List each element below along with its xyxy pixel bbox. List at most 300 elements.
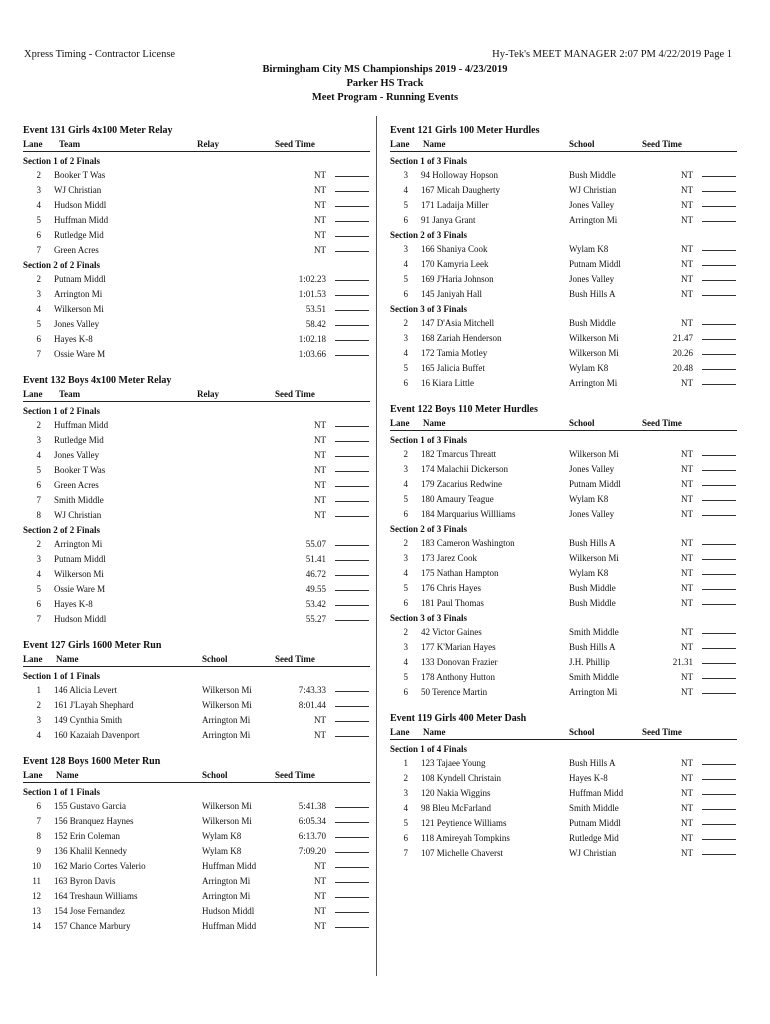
- result-line: [702, 213, 736, 222]
- entry-row: [23, 859, 370, 874]
- entry-row: [23, 493, 370, 508]
- athlete-name: 168 Zariah Henderson: [421, 333, 502, 343]
- lane-number: 5: [36, 319, 41, 329]
- school-name: Arrington Mi: [569, 378, 618, 388]
- seed-time: NT: [314, 215, 326, 225]
- school-name: Huffman Midd: [569, 788, 624, 798]
- entry-row: [390, 183, 737, 198]
- venue-title: Parker HS Track: [346, 78, 424, 89]
- school-header: School: [569, 418, 595, 428]
- name-header: Name: [423, 418, 446, 428]
- seed-time: 55.07: [305, 539, 326, 549]
- result-line: [702, 801, 736, 810]
- team-name: WJ Christian: [54, 185, 102, 195]
- result-line: [335, 478, 369, 487]
- seed-time: NT: [681, 244, 693, 254]
- lane-number: 4: [36, 200, 41, 210]
- seed-time: 7:43.33: [298, 685, 326, 695]
- seed-time: 21.31: [672, 657, 693, 667]
- entry-row: [23, 814, 370, 829]
- left-column: [23, 124, 370, 946]
- athlete-name: 98 Bleu McFarland: [421, 803, 491, 813]
- team-name: Arrington Mi: [54, 539, 103, 549]
- lane-number: 3: [36, 554, 41, 564]
- school-name: Arrington Mi: [569, 215, 618, 225]
- entry-row: [390, 771, 737, 786]
- entry-row: [23, 463, 370, 478]
- result-line: [702, 566, 736, 575]
- athlete-name: 108 Kyndell Christain: [421, 773, 501, 783]
- school-name: Smith Middle: [569, 803, 619, 813]
- team-name: Smith Middle: [54, 495, 104, 505]
- lane-number: 3: [403, 788, 408, 798]
- lane-number: 3: [36, 289, 41, 299]
- athlete-name: 164 Treshaun Williams: [54, 891, 138, 901]
- column-header: [390, 726, 737, 740]
- entry-row: [23, 508, 370, 523]
- entry-row: [23, 448, 370, 463]
- team-name: Jones Valley: [54, 319, 100, 329]
- athlete-name: 170 Kamyria Leek: [421, 259, 489, 269]
- athlete-name: 160 Kazaiah Davenport: [54, 730, 140, 740]
- school-header: School: [569, 139, 595, 149]
- result-line: [335, 814, 369, 823]
- lane-number: 4: [403, 185, 408, 195]
- entry-row: [390, 492, 737, 507]
- license-label: Xpress Timing - Contractor License: [24, 49, 176, 60]
- school-name: Bush Middle: [569, 583, 616, 593]
- result-line: [702, 242, 736, 251]
- entry-row: [23, 698, 370, 713]
- school-name: Wilkerson Mi: [569, 553, 619, 563]
- lane-number: 4: [403, 348, 408, 358]
- seed-time-header: Seed Time: [275, 389, 315, 399]
- entry-row: [23, 567, 370, 582]
- lane-number: 6: [36, 334, 41, 344]
- result-line: [702, 477, 736, 486]
- entry-row: [390, 168, 737, 183]
- school-name: Smith Middle: [569, 627, 619, 637]
- school-name: Rutledge Mid: [569, 833, 619, 843]
- entry-row: [390, 447, 737, 462]
- seed-time: NT: [314, 450, 326, 460]
- seed-time: NT: [314, 465, 326, 475]
- team-name: Hudson Middl: [54, 200, 107, 210]
- team-name: Green Acres: [54, 480, 99, 490]
- entry-row: [23, 844, 370, 859]
- seed-time: 53.51: [305, 304, 326, 314]
- entry-row: [23, 478, 370, 493]
- column-header: [23, 769, 370, 783]
- lane-number: 2: [36, 420, 41, 430]
- seed-time: NT: [681, 378, 693, 388]
- athlete-name: 118 Amireyah Tompkins: [421, 833, 510, 843]
- school-name: Arrington Mi: [202, 715, 251, 725]
- athlete-name: 173 Jarez Cook: [421, 553, 477, 563]
- school-name: Wilkerson Mi: [202, 700, 252, 710]
- school-name: Bush Middle: [569, 598, 616, 608]
- seed-time: NT: [681, 185, 693, 195]
- column-header: [390, 417, 737, 431]
- lane-number: 5: [36, 215, 41, 225]
- entry-row: [390, 462, 737, 477]
- seed-time: 6:13.70: [298, 831, 326, 841]
- school-name: Hudson Middl: [202, 906, 255, 916]
- result-line: [335, 228, 369, 237]
- seed-time: NT: [314, 730, 326, 740]
- result-line: [335, 829, 369, 838]
- athlete-name: 16 Kiara Little: [421, 378, 474, 388]
- seed-time: NT: [681, 773, 693, 783]
- seed-time: NT: [681, 627, 693, 637]
- athlete-name: 175 Nathan Hampton: [421, 568, 499, 578]
- lane-number: 3: [403, 464, 408, 474]
- team-name: Hudson Middl: [54, 614, 107, 624]
- result-line: [702, 831, 736, 840]
- school-name: Wilkerson Mi: [202, 801, 252, 811]
- school-name: Bush Hills A: [569, 758, 616, 768]
- result-line: [702, 346, 736, 355]
- result-line: [702, 376, 736, 385]
- event-title: Event 121 Girls 100 Meter Hurdles: [390, 125, 540, 136]
- entry-row: [23, 317, 370, 332]
- entry-row: [390, 331, 737, 346]
- section-label: Section 2 of 3 Finals: [390, 524, 468, 534]
- result-line: [335, 332, 369, 341]
- seed-time: NT: [681, 803, 693, 813]
- school-name: WJ Christian: [569, 185, 617, 195]
- seed-time: 5:41.38: [298, 801, 326, 811]
- lane-number: 4: [36, 569, 41, 579]
- lane-number: 9: [36, 846, 41, 856]
- result-line: [335, 168, 369, 177]
- team-name: Booker T Was: [54, 170, 106, 180]
- lane-number: 4: [36, 730, 41, 740]
- athlete-name: 147 D'Asia Mitchell: [421, 318, 495, 328]
- program-title: Meet Program - Running Events: [311, 92, 459, 103]
- lane-number: 3: [36, 185, 41, 195]
- result-line: [702, 816, 736, 825]
- lane-number: 2: [403, 538, 408, 548]
- lane-number: 7: [36, 816, 41, 826]
- team-name: Ossie Ware M: [54, 349, 106, 359]
- section-label: Section 1 of 4 Finals: [390, 744, 468, 754]
- athlete-name: 136 Khalil Kennedy: [54, 846, 127, 856]
- lane-number: 10: [32, 861, 41, 871]
- school-name: Wilkerson Mi: [569, 449, 619, 459]
- lane-number: 2: [36, 274, 41, 284]
- column-divider: [376, 116, 377, 976]
- seed-time: NT: [314, 170, 326, 180]
- lane-number: 7: [36, 495, 41, 505]
- team-name: Hayes K-8: [54, 334, 93, 344]
- seed-time: 21.47: [672, 333, 693, 343]
- software-timestamp: Hy-Tek's MEET MANAGER 2:07 PM 4/22/2019 Page 1: [492, 49, 732, 60]
- school-name: Putnam Middl: [569, 479, 621, 489]
- result-line: [335, 493, 369, 502]
- athlete-name: 152 Erin Coleman: [54, 831, 120, 841]
- seed-time-header: Seed Time: [642, 418, 682, 428]
- lane-number: 5: [36, 584, 41, 594]
- lane-number: 5: [403, 583, 408, 593]
- relay-header: Relay: [197, 389, 219, 399]
- seed-time: NT: [681, 289, 693, 299]
- result-line: [335, 213, 369, 222]
- relay-header: Relay: [197, 139, 219, 149]
- athlete-name: 174 Malachii Dickerson: [421, 464, 508, 474]
- result-line: [335, 552, 369, 561]
- lane-number: 5: [403, 200, 408, 210]
- result-line: [702, 551, 736, 560]
- seed-time: 51.41: [305, 554, 326, 564]
- lane-number: 5: [403, 363, 408, 373]
- section-label: Section 1 of 3 Finals: [390, 156, 468, 166]
- section-label: Section 1 of 1 Finals: [23, 787, 101, 797]
- athlete-name: 178 Anthony Hutton: [421, 672, 496, 682]
- entry-row: [23, 728, 370, 743]
- school-name: Putnam Middl: [569, 818, 621, 828]
- result-line: [335, 243, 369, 252]
- seed-time: NT: [681, 788, 693, 798]
- athlete-name: 177 K'Marian Hayes: [421, 642, 496, 652]
- result-line: [335, 698, 369, 707]
- right-column: [390, 124, 737, 873]
- lane-number: 6: [403, 833, 408, 843]
- lane-number: 4: [403, 803, 408, 813]
- lane-number: 1: [36, 685, 41, 695]
- entry-row: [390, 566, 737, 581]
- lane-number: 3: [403, 642, 408, 652]
- result-line: [702, 168, 736, 177]
- entry-row: [390, 846, 737, 861]
- event-title: Event 128 Boys 1600 Meter Run: [23, 756, 161, 767]
- seed-time: NT: [681, 833, 693, 843]
- lane-number: 4: [403, 259, 408, 269]
- seed-time: NT: [681, 848, 693, 858]
- seed-time: 1:01.53: [298, 289, 326, 299]
- athlete-name: 123 Tajaee Young: [421, 758, 486, 768]
- seed-time: NT: [681, 259, 693, 269]
- team-name: Huffman Midd: [54, 420, 109, 430]
- lane-number: 4: [403, 479, 408, 489]
- entry-row: [23, 552, 370, 567]
- section-label: Section 2 of 2 Finals: [23, 260, 101, 270]
- athlete-name: 121 Peytience Williams: [421, 818, 507, 828]
- seed-time: 8:01.44: [298, 700, 326, 710]
- athlete-name: 172 Tamia Motley: [421, 348, 488, 358]
- section-label: Section 3 of 3 Finals: [390, 304, 468, 314]
- entry-row: [23, 332, 370, 347]
- seed-time: NT: [314, 715, 326, 725]
- entry-row: [390, 272, 737, 287]
- team-name: Arrington Mi: [54, 289, 103, 299]
- result-line: [702, 492, 736, 501]
- seed-time: NT: [314, 876, 326, 886]
- result-line: [702, 198, 736, 207]
- school-name: Bush Hills A: [569, 289, 616, 299]
- school-name: Jones Valley: [569, 200, 615, 210]
- seed-time: NT: [314, 906, 326, 916]
- event-title: Event 131 Girls 4x100 Meter Relay: [23, 125, 173, 136]
- entry-row: [390, 213, 737, 228]
- entry-row: [23, 433, 370, 448]
- seed-time: 1:02.18: [298, 334, 326, 344]
- athlete-name: 94 Holloway Hopson: [421, 170, 498, 180]
- result-line: [335, 904, 369, 913]
- school-name: Arrington Mi: [202, 891, 251, 901]
- result-line: [335, 537, 369, 546]
- lane-number: 2: [403, 773, 408, 783]
- entry-row: [23, 904, 370, 919]
- lane-number: 4: [36, 304, 41, 314]
- athlete-name: 145 Janiyah Hall: [421, 289, 482, 299]
- seed-time: 58.42: [305, 319, 326, 329]
- athlete-name: 120 Nakia Wiggins: [421, 788, 491, 798]
- athlete-name: 166 Shaniya Cook: [421, 244, 488, 254]
- school-name: Huffman Midd: [202, 861, 257, 871]
- entry-row: [390, 655, 737, 670]
- lane-number: 5: [403, 494, 408, 504]
- seed-time: NT: [681, 818, 693, 828]
- entry-row: [23, 889, 370, 904]
- seed-time: NT: [314, 185, 326, 195]
- entry-row: [390, 551, 737, 566]
- lane-header: Lane: [23, 654, 43, 664]
- lane-header: Lane: [390, 139, 410, 149]
- column-header: [23, 388, 370, 402]
- seed-time: NT: [681, 170, 693, 180]
- seed-time: 7:09.20: [298, 846, 326, 856]
- school-name: Bush Middle: [569, 318, 616, 328]
- entry-row: [23, 713, 370, 728]
- result-line: [702, 596, 736, 605]
- seed-time: NT: [314, 420, 326, 430]
- team-header: Team: [59, 139, 81, 149]
- school-name: Smith Middle: [569, 672, 619, 682]
- school-name: Wylam K8: [202, 846, 242, 856]
- lane-header: Lane: [23, 770, 43, 780]
- entry-row: [390, 316, 737, 331]
- result-line: [335, 859, 369, 868]
- athlete-name: 91 Janya Grant: [421, 215, 476, 225]
- result-line: [335, 728, 369, 737]
- event-title: Event 132 Boys 4x100 Meter Relay: [23, 375, 172, 386]
- entry-row: [23, 272, 370, 287]
- school-name: Hayes K-8: [569, 773, 608, 783]
- result-line: [702, 846, 736, 855]
- school-name: Wilkerson Mi: [569, 333, 619, 343]
- seed-time: 55.27: [305, 614, 326, 624]
- result-line: [335, 198, 369, 207]
- entry-row: [390, 816, 737, 831]
- entry-row: [23, 683, 370, 698]
- school-name: Jones Valley: [569, 509, 615, 519]
- lane-number: 6: [36, 599, 41, 609]
- entry-row: [390, 346, 737, 361]
- lane-number: 2: [36, 700, 41, 710]
- result-line: [702, 183, 736, 192]
- seed-time: 20.26: [672, 348, 693, 358]
- result-line: [702, 257, 736, 266]
- result-line: [335, 302, 369, 311]
- result-line: [702, 272, 736, 281]
- school-name: Bush Hills A: [569, 538, 616, 548]
- seed-time: NT: [681, 449, 693, 459]
- team-name: Rutledge Mid: [54, 230, 104, 240]
- lane-number: 6: [403, 289, 408, 299]
- lane-number: 5: [36, 465, 41, 475]
- lane-number: 12: [32, 891, 41, 901]
- result-line: [335, 799, 369, 808]
- lane-number: 5: [403, 672, 408, 682]
- entry-row: [23, 302, 370, 317]
- athlete-name: 182 Tmarcus Threatt: [421, 449, 497, 459]
- seed-time: NT: [681, 538, 693, 548]
- entry-row: [390, 596, 737, 611]
- lane-number: 6: [36, 230, 41, 240]
- result-line: [702, 581, 736, 590]
- lane-number: 7: [403, 848, 408, 858]
- result-line: [335, 317, 369, 326]
- seed-time: NT: [681, 568, 693, 578]
- seed-time: NT: [314, 230, 326, 240]
- seed-time: NT: [681, 509, 693, 519]
- entry-row: [23, 347, 370, 362]
- result-line: [335, 597, 369, 606]
- school-name: Wylam K8: [569, 363, 609, 373]
- school-name: Wylam K8: [569, 568, 609, 578]
- athlete-name: 179 Zacarius Redwine: [421, 479, 502, 489]
- lane-number: 3: [36, 435, 41, 445]
- entry-row: [23, 213, 370, 228]
- section-label: Section 1 of 3 Finals: [390, 435, 468, 445]
- athlete-name: 154 Jose Fernandez: [54, 906, 125, 916]
- event-block: [390, 124, 737, 391]
- entry-row: [23, 874, 370, 889]
- school-name: WJ Christian: [569, 848, 617, 858]
- seed-time: NT: [314, 245, 326, 255]
- result-line: [702, 447, 736, 456]
- lane-number: 2: [403, 318, 408, 328]
- result-line: [335, 448, 369, 457]
- result-line: [702, 462, 736, 471]
- result-line: [335, 889, 369, 898]
- seed-time-header: Seed Time: [642, 139, 682, 149]
- seed-time-header: Seed Time: [275, 654, 315, 664]
- lane-number: 11: [32, 876, 41, 886]
- school-name: Jones Valley: [569, 274, 615, 284]
- athlete-name: 165 Jalicia Buffet: [421, 363, 485, 373]
- athlete-name: 133 Donovan Frazier: [421, 657, 498, 667]
- entry-row: [390, 625, 737, 640]
- lane-number: 3: [403, 553, 408, 563]
- lane-number: 6: [403, 687, 408, 697]
- lane-number: 8: [36, 831, 41, 841]
- athlete-name: 180 Amaury Teague: [421, 494, 494, 504]
- entry-row: [23, 418, 370, 433]
- event-block: [23, 124, 370, 362]
- lane-number: 4: [403, 568, 408, 578]
- team-name: Wilkerson Mi: [54, 304, 104, 314]
- result-line: [335, 508, 369, 517]
- seed-time: 53.42: [305, 599, 326, 609]
- seed-time-header: Seed Time: [275, 139, 315, 149]
- team-name: Booker T Was: [54, 465, 106, 475]
- seed-time: NT: [314, 510, 326, 520]
- event-title: Event 119 Girls 400 Meter Dash: [390, 713, 527, 724]
- result-line: [702, 685, 736, 694]
- entry-row: [23, 183, 370, 198]
